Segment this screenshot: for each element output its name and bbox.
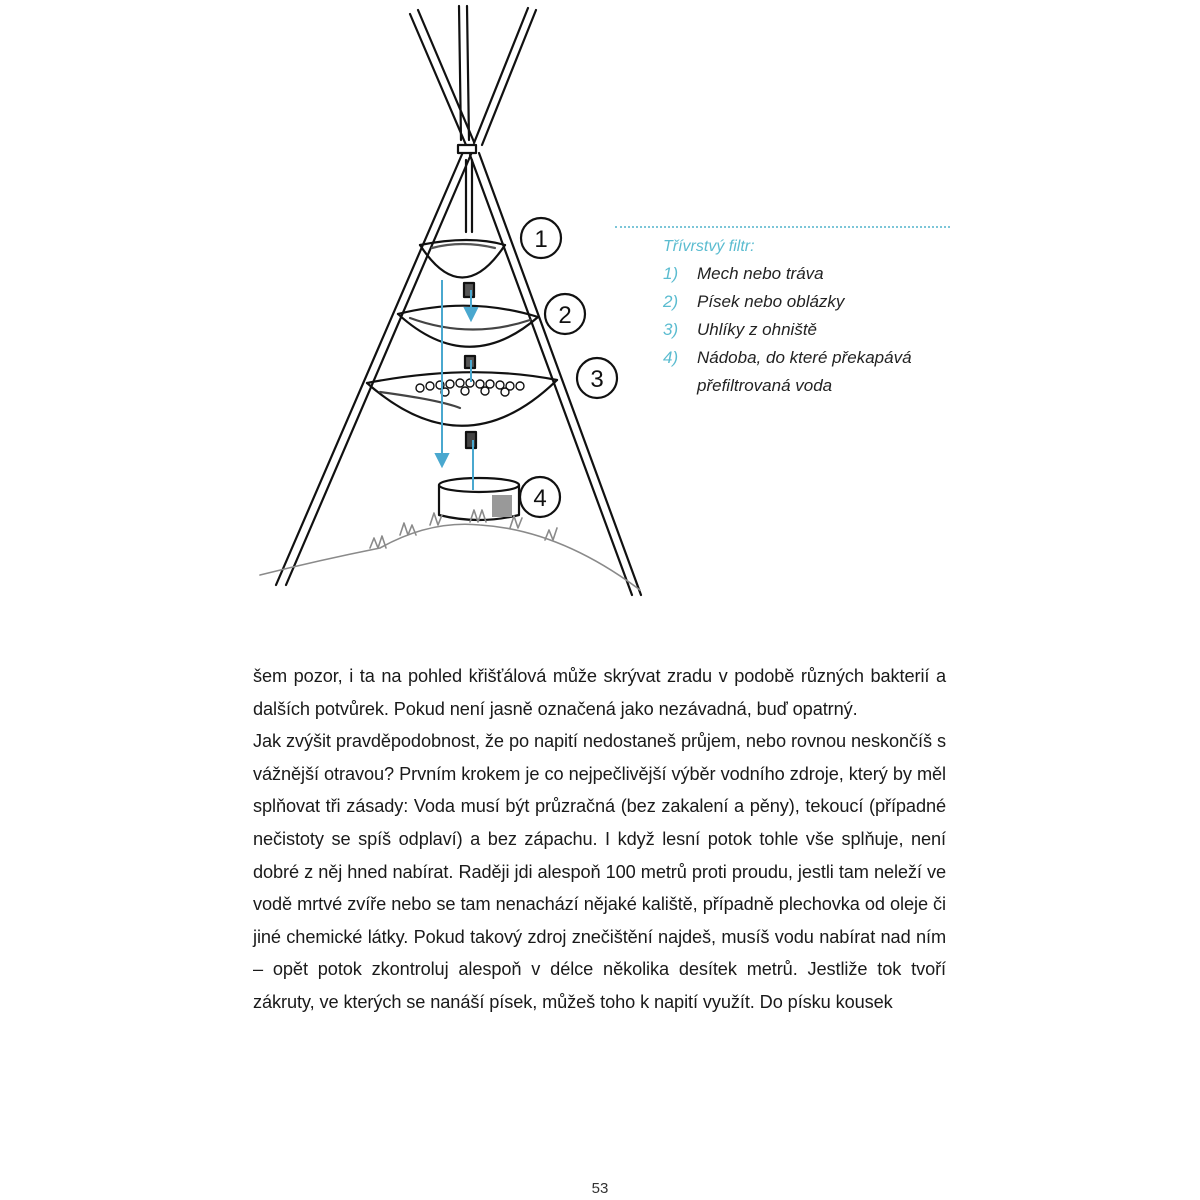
legend-item-text: Mech nebo tráva [697,264,824,283]
legend-item [615,260,950,288]
filter-layer-1 [420,240,505,297]
paragraph: Jak zvýšit pravděpodobnost, že po napití nedostaneš průjem, nebo rovnou neskončíš s vážnější otravou? Prvním krokem je co nejpečlivější výběr vodního zdroje, který by měl splňovat tři zásady: Voda musí být průzračná (bez zakalení a pěny), tekoucí (případné nečistoty se spíš odplaví) a bez zápachu. I když lesní potok tohle vše splňuje, není dobré z něj hned nabírat. Raději jdi alespoň 100 metrů proti proudu, jestli tam neleží ve vodě mrtvé zvíře nebo se tam nenachází nějaké kaliště, případně plechovka od oleje či jiné chemické látky. Pokud takový zdroj znečištění najdeš, musíš vodu nabírat nad ním – opět potok zkontroluj alespoň v délce několika desítek metrů. Jestliže tok tvoří zákruty, ve kterých se nanáší písek, můžeš toho k napití využít. Do písku kousek [253,731,946,1012]
body-text [253,660,946,1019]
legend-item [615,316,950,344]
paragraph: šem pozor, i ta na pohled křišťálová může skrývat zradu v podobě různých bakterií a dalších potvůrek. Pokud není jasně označená jako nezávadná, buď opatrný. [253,666,946,719]
legend-list [615,260,950,400]
marker-3 [577,358,617,398]
page-number: 53 [591,1180,609,1197]
marker-2 [545,294,585,334]
grass [260,510,640,590]
legend-divider [615,226,950,228]
svg-text:2: 2 [558,302,572,329]
legend-item-text: Uhlíky z ohniště [697,320,817,339]
legend-title: Třívrstvý filtr: [663,238,755,255]
svg-text:1: 1 [534,226,548,253]
legend-item-number: 1) [663,264,679,283]
legend-item [615,344,950,400]
tripod-lashing [458,145,476,153]
svg-text:3: 3 [590,366,604,393]
water-container [439,478,519,520]
legend-item-number: 2) [663,292,679,311]
marker-1 [521,218,561,258]
legend-item-text: Nádoba, do které překapává přefiltrovaná voda [697,348,912,395]
legend-item [615,288,950,316]
filter-legend [615,226,950,400]
marker-4 [520,477,560,517]
svg-text:4: 4 [533,485,547,512]
tripod-pole-center [459,6,472,232]
legend-item-number: 4) [663,348,679,367]
legend-item-text: Písek nebo oblázky [697,292,845,311]
legend-item-number: 3) [663,320,679,339]
filter-layer-3 [367,372,557,448]
tripod-pole-left [276,10,474,585]
